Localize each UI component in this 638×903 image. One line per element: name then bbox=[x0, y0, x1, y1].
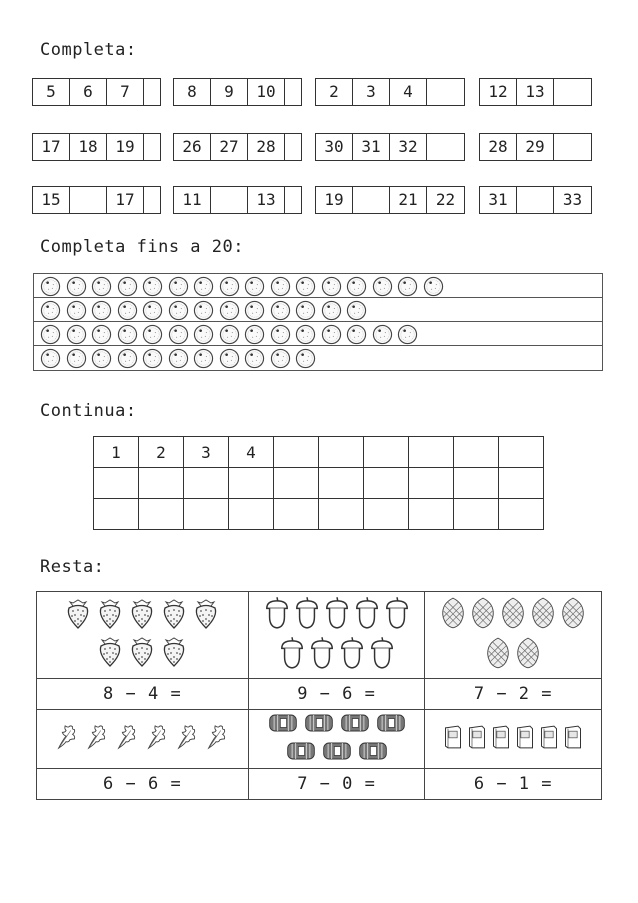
number-cell: 29 bbox=[517, 134, 554, 160]
orange-icon bbox=[193, 324, 215, 344]
number-cell: 4 bbox=[229, 437, 274, 468]
sequence-box bbox=[315, 133, 465, 161]
oak-leaf-icon bbox=[204, 723, 230, 755]
blank-cell[interactable] bbox=[94, 468, 139, 499]
orange-icon bbox=[91, 324, 113, 344]
orange-icon bbox=[66, 300, 88, 320]
orange-icon bbox=[372, 276, 394, 296]
blank-cell[interactable] bbox=[517, 187, 554, 213]
orange-icon bbox=[244, 324, 266, 344]
acorn-icon bbox=[279, 636, 305, 674]
yarn-ball-icon bbox=[375, 712, 407, 738]
orange-icon bbox=[193, 348, 215, 368]
number-cell: 13 bbox=[517, 79, 554, 105]
sequence-box bbox=[32, 78, 161, 106]
orange-icon bbox=[117, 300, 139, 320]
orange-icon bbox=[270, 348, 292, 368]
orange-icon bbox=[219, 324, 241, 344]
orange-icon bbox=[91, 348, 113, 368]
picture-cell bbox=[248, 710, 425, 769]
strawberry-icon bbox=[160, 598, 188, 634]
subtraction-operation: 7 − 2 = bbox=[425, 679, 602, 710]
sequence-box bbox=[32, 186, 161, 214]
number-cell: 19 bbox=[316, 187, 353, 213]
orange-icon bbox=[321, 300, 343, 320]
orange-icon bbox=[270, 300, 292, 320]
blank-cell[interactable] bbox=[184, 468, 229, 499]
yarn-ball-icon bbox=[339, 712, 371, 738]
blank-cell[interactable] bbox=[454, 499, 499, 530]
acorn-icon bbox=[339, 636, 365, 674]
number-cell: 13 bbox=[248, 187, 285, 213]
number-cell: 18 bbox=[70, 134, 107, 160]
pinecone-icon bbox=[440, 596, 466, 634]
strawberry-icon bbox=[160, 636, 188, 672]
orange-icon bbox=[295, 348, 317, 368]
blank-cell[interactable] bbox=[144, 79, 160, 105]
orange-icon bbox=[346, 300, 368, 320]
pinecone-icon bbox=[560, 596, 586, 634]
orange-icon bbox=[40, 348, 62, 368]
blank-cell[interactable] bbox=[554, 79, 591, 105]
orange-icon bbox=[295, 300, 317, 320]
picture-cell bbox=[425, 592, 602, 679]
number-cell: 3 bbox=[353, 79, 390, 105]
book-icon bbox=[539, 724, 559, 754]
pinecone-icon bbox=[530, 596, 556, 634]
sequence-box bbox=[173, 133, 302, 161]
strawberry-icon bbox=[128, 598, 156, 634]
sequence-box bbox=[173, 186, 302, 214]
number-cell: 15 bbox=[33, 187, 70, 213]
blank-cell[interactable] bbox=[285, 79, 301, 105]
picture-cell bbox=[425, 710, 602, 769]
orange-icon bbox=[66, 276, 88, 296]
blank-cell[interactable] bbox=[144, 134, 160, 160]
orange-icon bbox=[397, 324, 419, 344]
blank-cell[interactable] bbox=[499, 499, 544, 530]
orange-icon bbox=[142, 276, 164, 296]
resta-heading: Resta: bbox=[40, 557, 105, 577]
blank-cell[interactable] bbox=[274, 437, 319, 468]
orange-icon bbox=[244, 348, 266, 368]
strawberry-icon bbox=[64, 598, 92, 634]
book-icon bbox=[467, 724, 487, 754]
sequence-box bbox=[173, 78, 302, 106]
number-cell: 11 bbox=[174, 187, 211, 213]
blank-cell[interactable] bbox=[139, 499, 184, 530]
number-cell: 8 bbox=[174, 79, 211, 105]
orange-icon bbox=[423, 276, 445, 296]
orange-icon bbox=[142, 324, 164, 344]
number-cell: 6 bbox=[70, 79, 107, 105]
number-cell: 12 bbox=[480, 79, 517, 105]
orange-icon bbox=[321, 324, 343, 344]
yarn-ball-icon bbox=[321, 740, 353, 766]
yarn-ball-icon bbox=[267, 712, 299, 738]
number-cell: 31 bbox=[480, 187, 517, 213]
orange-icon bbox=[346, 276, 368, 296]
orange-icon bbox=[295, 276, 317, 296]
blank-cell[interactable] bbox=[409, 437, 454, 468]
number-cell: 10 bbox=[248, 79, 285, 105]
book-icon bbox=[491, 724, 511, 754]
number-cell: 5 bbox=[33, 79, 70, 105]
orange-icon bbox=[270, 276, 292, 296]
book-icon bbox=[563, 724, 583, 754]
orange-icon bbox=[244, 300, 266, 320]
yarn-ball-icon bbox=[303, 712, 335, 738]
blank-cell[interactable] bbox=[499, 468, 544, 499]
oak-leaf-icon bbox=[54, 723, 80, 755]
pinecone-icon bbox=[485, 636, 511, 674]
pinecone-icon bbox=[470, 596, 496, 634]
sequence-box bbox=[315, 78, 465, 106]
number-cell: 30 bbox=[316, 134, 353, 160]
subtraction-operation: 8 − 4 = bbox=[37, 679, 249, 710]
orange-icon bbox=[168, 324, 190, 344]
blank-cell[interactable] bbox=[285, 187, 301, 213]
orange-icon bbox=[168, 348, 190, 368]
number-cell: 17 bbox=[107, 187, 144, 213]
number-cell: 17 bbox=[33, 134, 70, 160]
number-cell: 28 bbox=[480, 134, 517, 160]
number-cell: 1 bbox=[94, 437, 139, 468]
picture-cell bbox=[248, 592, 425, 679]
number-cell: 7 bbox=[107, 79, 144, 105]
number-cell: 4 bbox=[390, 79, 427, 105]
number-cell: 22 bbox=[435, 190, 456, 209]
blank-cell[interactable] bbox=[229, 499, 274, 530]
orange-icon bbox=[295, 324, 317, 344]
acorn-icon bbox=[309, 636, 335, 674]
acorn-icon bbox=[354, 596, 380, 634]
orange-icon bbox=[91, 276, 113, 296]
subtraction-table bbox=[36, 591, 602, 800]
picture-cell bbox=[37, 710, 249, 769]
book-icon bbox=[443, 724, 463, 754]
blank-cell[interactable] bbox=[285, 134, 301, 160]
number-cell: 19 bbox=[107, 134, 144, 160]
blank-cell[interactable] bbox=[454, 437, 499, 468]
subtraction-operation: 9 − 6 = bbox=[248, 679, 425, 710]
sequence-box bbox=[32, 133, 161, 161]
acorn-icon bbox=[384, 596, 410, 634]
number-cell: 3 bbox=[184, 437, 229, 468]
orange-icon bbox=[142, 348, 164, 368]
blank-cell[interactable] bbox=[364, 468, 409, 499]
blank-cell[interactable] bbox=[319, 468, 364, 499]
blank-cell[interactable] bbox=[274, 499, 319, 530]
blank-cell[interactable] bbox=[319, 437, 364, 468]
acorn-icon bbox=[294, 596, 320, 634]
sequence-box bbox=[479, 186, 592, 214]
pinecone-icon bbox=[500, 596, 526, 634]
orange-icon bbox=[219, 276, 241, 296]
orange-icon bbox=[40, 276, 62, 296]
fruit-row bbox=[34, 298, 602, 322]
blank-cell[interactable] bbox=[229, 468, 274, 499]
orange-icon bbox=[219, 348, 241, 368]
oak-leaf-icon bbox=[84, 723, 110, 755]
blank-cell[interactable] bbox=[427, 79, 464, 105]
orange-icon bbox=[193, 276, 215, 296]
orange-icon bbox=[193, 300, 215, 320]
yarn-ball-icon bbox=[357, 740, 389, 766]
oak-leaf-icon bbox=[114, 723, 140, 755]
strawberry-icon bbox=[96, 636, 124, 672]
fruit-row bbox=[34, 346, 602, 370]
continua-heading: Continua: bbox=[40, 401, 137, 421]
subtraction-operation: 6 − 1 = bbox=[425, 769, 602, 800]
number-cell: 2 bbox=[139, 437, 184, 468]
blank-cell[interactable] bbox=[274, 468, 319, 499]
orange-icon bbox=[117, 324, 139, 344]
orange-icon bbox=[168, 276, 190, 296]
blank-cell[interactable] bbox=[364, 499, 409, 530]
fruit-row bbox=[34, 274, 602, 298]
orange-icon bbox=[40, 300, 62, 320]
orange-icon bbox=[244, 276, 266, 296]
number-cell: 28 bbox=[248, 134, 285, 160]
blank-cell[interactable] bbox=[353, 187, 390, 213]
completa-heading: Completa: bbox=[40, 40, 137, 60]
number-grid bbox=[93, 436, 544, 530]
sequence-box bbox=[479, 78, 592, 106]
fruit-grid bbox=[33, 273, 603, 371]
orange-icon bbox=[40, 324, 62, 344]
blank-cell[interactable] bbox=[409, 468, 454, 499]
subtraction-operation: 7 − 0 = bbox=[248, 769, 425, 800]
strawberry-icon bbox=[192, 598, 220, 634]
strawberry-icon bbox=[96, 598, 124, 634]
blank-cell[interactable] bbox=[70, 187, 107, 213]
subtraction-operation: 6 − 6 = bbox=[37, 769, 249, 800]
book-icon bbox=[515, 724, 535, 754]
orange-icon bbox=[372, 324, 394, 344]
number-cell: 2 bbox=[316, 79, 353, 105]
blank-cell[interactable] bbox=[144, 187, 160, 213]
orange-icon bbox=[91, 300, 113, 320]
blank-cell[interactable] bbox=[427, 134, 464, 160]
orange-icon bbox=[117, 276, 139, 296]
orange-icon bbox=[117, 348, 139, 368]
blank-cell[interactable] bbox=[499, 437, 544, 468]
number-cell: 33 bbox=[562, 190, 583, 209]
blank-cell[interactable] bbox=[139, 468, 184, 499]
blank-cell[interactable] bbox=[409, 499, 454, 530]
blank-cell[interactable] bbox=[319, 499, 364, 530]
orange-icon bbox=[346, 324, 368, 344]
sequence-box bbox=[315, 186, 465, 214]
number-cell: 9 bbox=[211, 79, 248, 105]
orange-icon bbox=[270, 324, 292, 344]
acorn-icon bbox=[324, 596, 350, 634]
oak-leaf-icon bbox=[174, 723, 200, 755]
fruit-row bbox=[34, 322, 602, 346]
oak-leaf-icon bbox=[144, 723, 170, 755]
blank-cell[interactable] bbox=[454, 468, 499, 499]
orange-icon bbox=[397, 276, 419, 296]
orange-icon bbox=[66, 348, 88, 368]
blank-cell[interactable] bbox=[211, 187, 248, 213]
number-cell: 31 bbox=[353, 134, 390, 160]
number-cell: 21 bbox=[390, 187, 427, 213]
sequence-box bbox=[479, 133, 592, 161]
strawberry-icon bbox=[128, 636, 156, 672]
blank-cell[interactable] bbox=[554, 134, 591, 160]
number-cell: 26 bbox=[174, 134, 211, 160]
pinecone-icon bbox=[515, 636, 541, 674]
blank-cell[interactable] bbox=[94, 499, 139, 530]
orange-icon bbox=[321, 276, 343, 296]
acorn-icon bbox=[369, 636, 395, 674]
acorn-icon bbox=[264, 596, 290, 634]
orange-icon bbox=[142, 300, 164, 320]
number-cell: 32 bbox=[390, 134, 427, 160]
orange-icon bbox=[219, 300, 241, 320]
completa20-heading: Completa fins a 20: bbox=[40, 237, 244, 257]
number-cell: 27 bbox=[211, 134, 248, 160]
orange-icon bbox=[66, 324, 88, 344]
yarn-ball-icon bbox=[285, 740, 317, 766]
blank-cell[interactable] bbox=[184, 499, 229, 530]
picture-cell bbox=[37, 592, 249, 679]
blank-cell[interactable] bbox=[364, 437, 409, 468]
orange-icon bbox=[168, 300, 190, 320]
